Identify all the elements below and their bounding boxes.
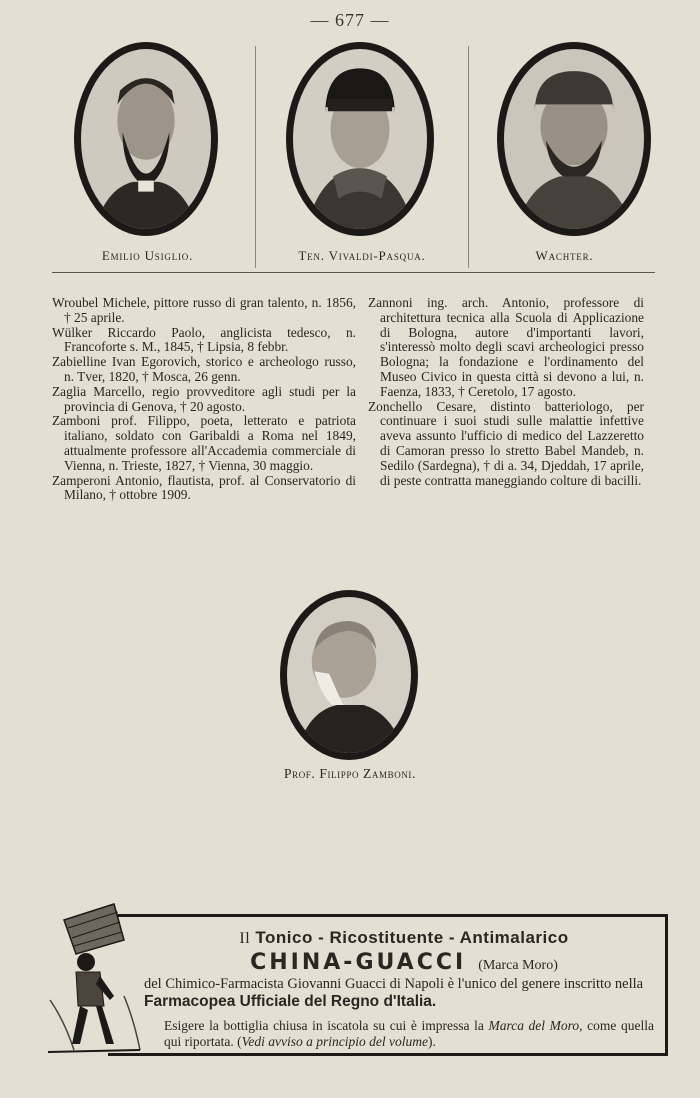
obituary-entry: Zannoni ing. arch. Antonio, professore di architettura tecnica alla Scuola di Applicazione di Bologna, autore d'importanti lavori, s'interessò molto degli scavi archeologici presso Bologna; la fondazione e l'ordinamento del Museo Civico in questa città si devono a lui, n. Faenza, 1833, † Ceretolo, 17 agosto.	[368, 295, 644, 399]
rule	[272, 272, 470, 273]
portrait-caption: Wachter.	[535, 248, 594, 263]
obituary-entry: Zamperoni Antonio, flautista, prof. al Conservatorio di Milano, † ottobre 1909.	[52, 472, 356, 503]
portrait-zamboni	[280, 590, 418, 760]
ad-brand-note: (Marca Moro)	[478, 958, 558, 973]
portrait-photo	[504, 49, 644, 229]
portrait-caption: Emilio Usiglio.	[101, 248, 194, 263]
ad-instructions-text: ).	[427, 1034, 436, 1049]
text-column-right	[368, 296, 644, 488]
portrait-photo	[293, 49, 427, 229]
ad-headline	[174, 928, 634, 948]
rule	[470, 272, 655, 273]
portrait-caption: Ten. Vivaldi-Pasqua.	[298, 248, 426, 263]
obituary-entry: Zonchello Cesare, distinto batteriologo, per continuare i suoi studi sulle malattie infettive aveva assunto l'ufficio di medico del Lazzeretto di Camoran presso lo stretto Babel Mandeb, n. Sedilo (Sardegna), † di a. 34, Djeddah, 17 aprile, di peste contratta maneggiando colture di bacilli.	[368, 398, 644, 488]
obituary-entry: Zabielline Ivan Egorovich, storico e archeologo russo, n. Tver, 1820, † Mosca, 26 genn.	[52, 354, 356, 384]
ad-instructions-text: come quella qui riportata. (	[164, 1018, 655, 1049]
ad-description-text: del Chimico-Farmacista Giovanni Guacci di Napoli è l'unico del genere inscritto nella	[144, 976, 644, 992]
portrait-photo	[287, 597, 411, 753]
obituary-entry: Zamboni prof. Filippo, poeta, letterato e patriota italiano, soldato con Garibaldi a Roma nel 1849, attualmente professore all'Accademia commerciale di Vienna, n. Trieste, 1827, † Vienna, 30 maggio.	[52, 413, 356, 473]
ad-headline-text: Tonico - Ricostituente - Antimalarico	[255, 928, 569, 947]
page-number: — 677 —	[310, 10, 390, 30]
ad-brand	[174, 950, 634, 975]
ad-instructions-mark: Marca del Moro,	[488, 1018, 583, 1033]
ad-instructions-text: Esigere la bottiglia chiusa in iscatola su cui è impressa la	[164, 1018, 484, 1033]
obituary-entry: Zaglia Marcello, regio provveditore agli studi per la provincia di Genova, † 20 agosto.	[52, 383, 356, 414]
ad-headline-prefix: Il	[239, 930, 251, 947]
portrait-caption: Prof. Filippo Zamboni.	[284, 766, 416, 781]
advertisement	[44, 900, 668, 1060]
ad-description-highlight: Farmacopea Ufficiale del Regno d'Italia.	[144, 993, 437, 1010]
text-column-left	[52, 296, 356, 503]
ad-instructions-reference: Vedi avviso a principio del volume	[241, 1034, 428, 1049]
obituary-entry: Wroubel Michele, pittore russo di gran talento, n. 1856, † 25 aprile.	[52, 295, 356, 325]
rule	[52, 272, 292, 273]
portrait-photo	[81, 49, 211, 229]
portrait-row	[40, 40, 660, 272]
ad-brand-name: CHINA-GUACCI	[250, 950, 467, 975]
obituary-entry: Wülker Riccardo Paolo, anglicista tedesco, n. Francoforte s. M., 1845, † Lipsia, 8 febbr.	[52, 324, 356, 355]
portrait-vivaldi-pasqua	[256, 40, 468, 272]
ad-description	[144, 976, 648, 1011]
ad-instructions	[164, 1018, 654, 1050]
moro-figure-illustration	[44, 900, 144, 1060]
portrait-wachter	[469, 40, 660, 272]
portrait-usiglio	[40, 40, 255, 272]
